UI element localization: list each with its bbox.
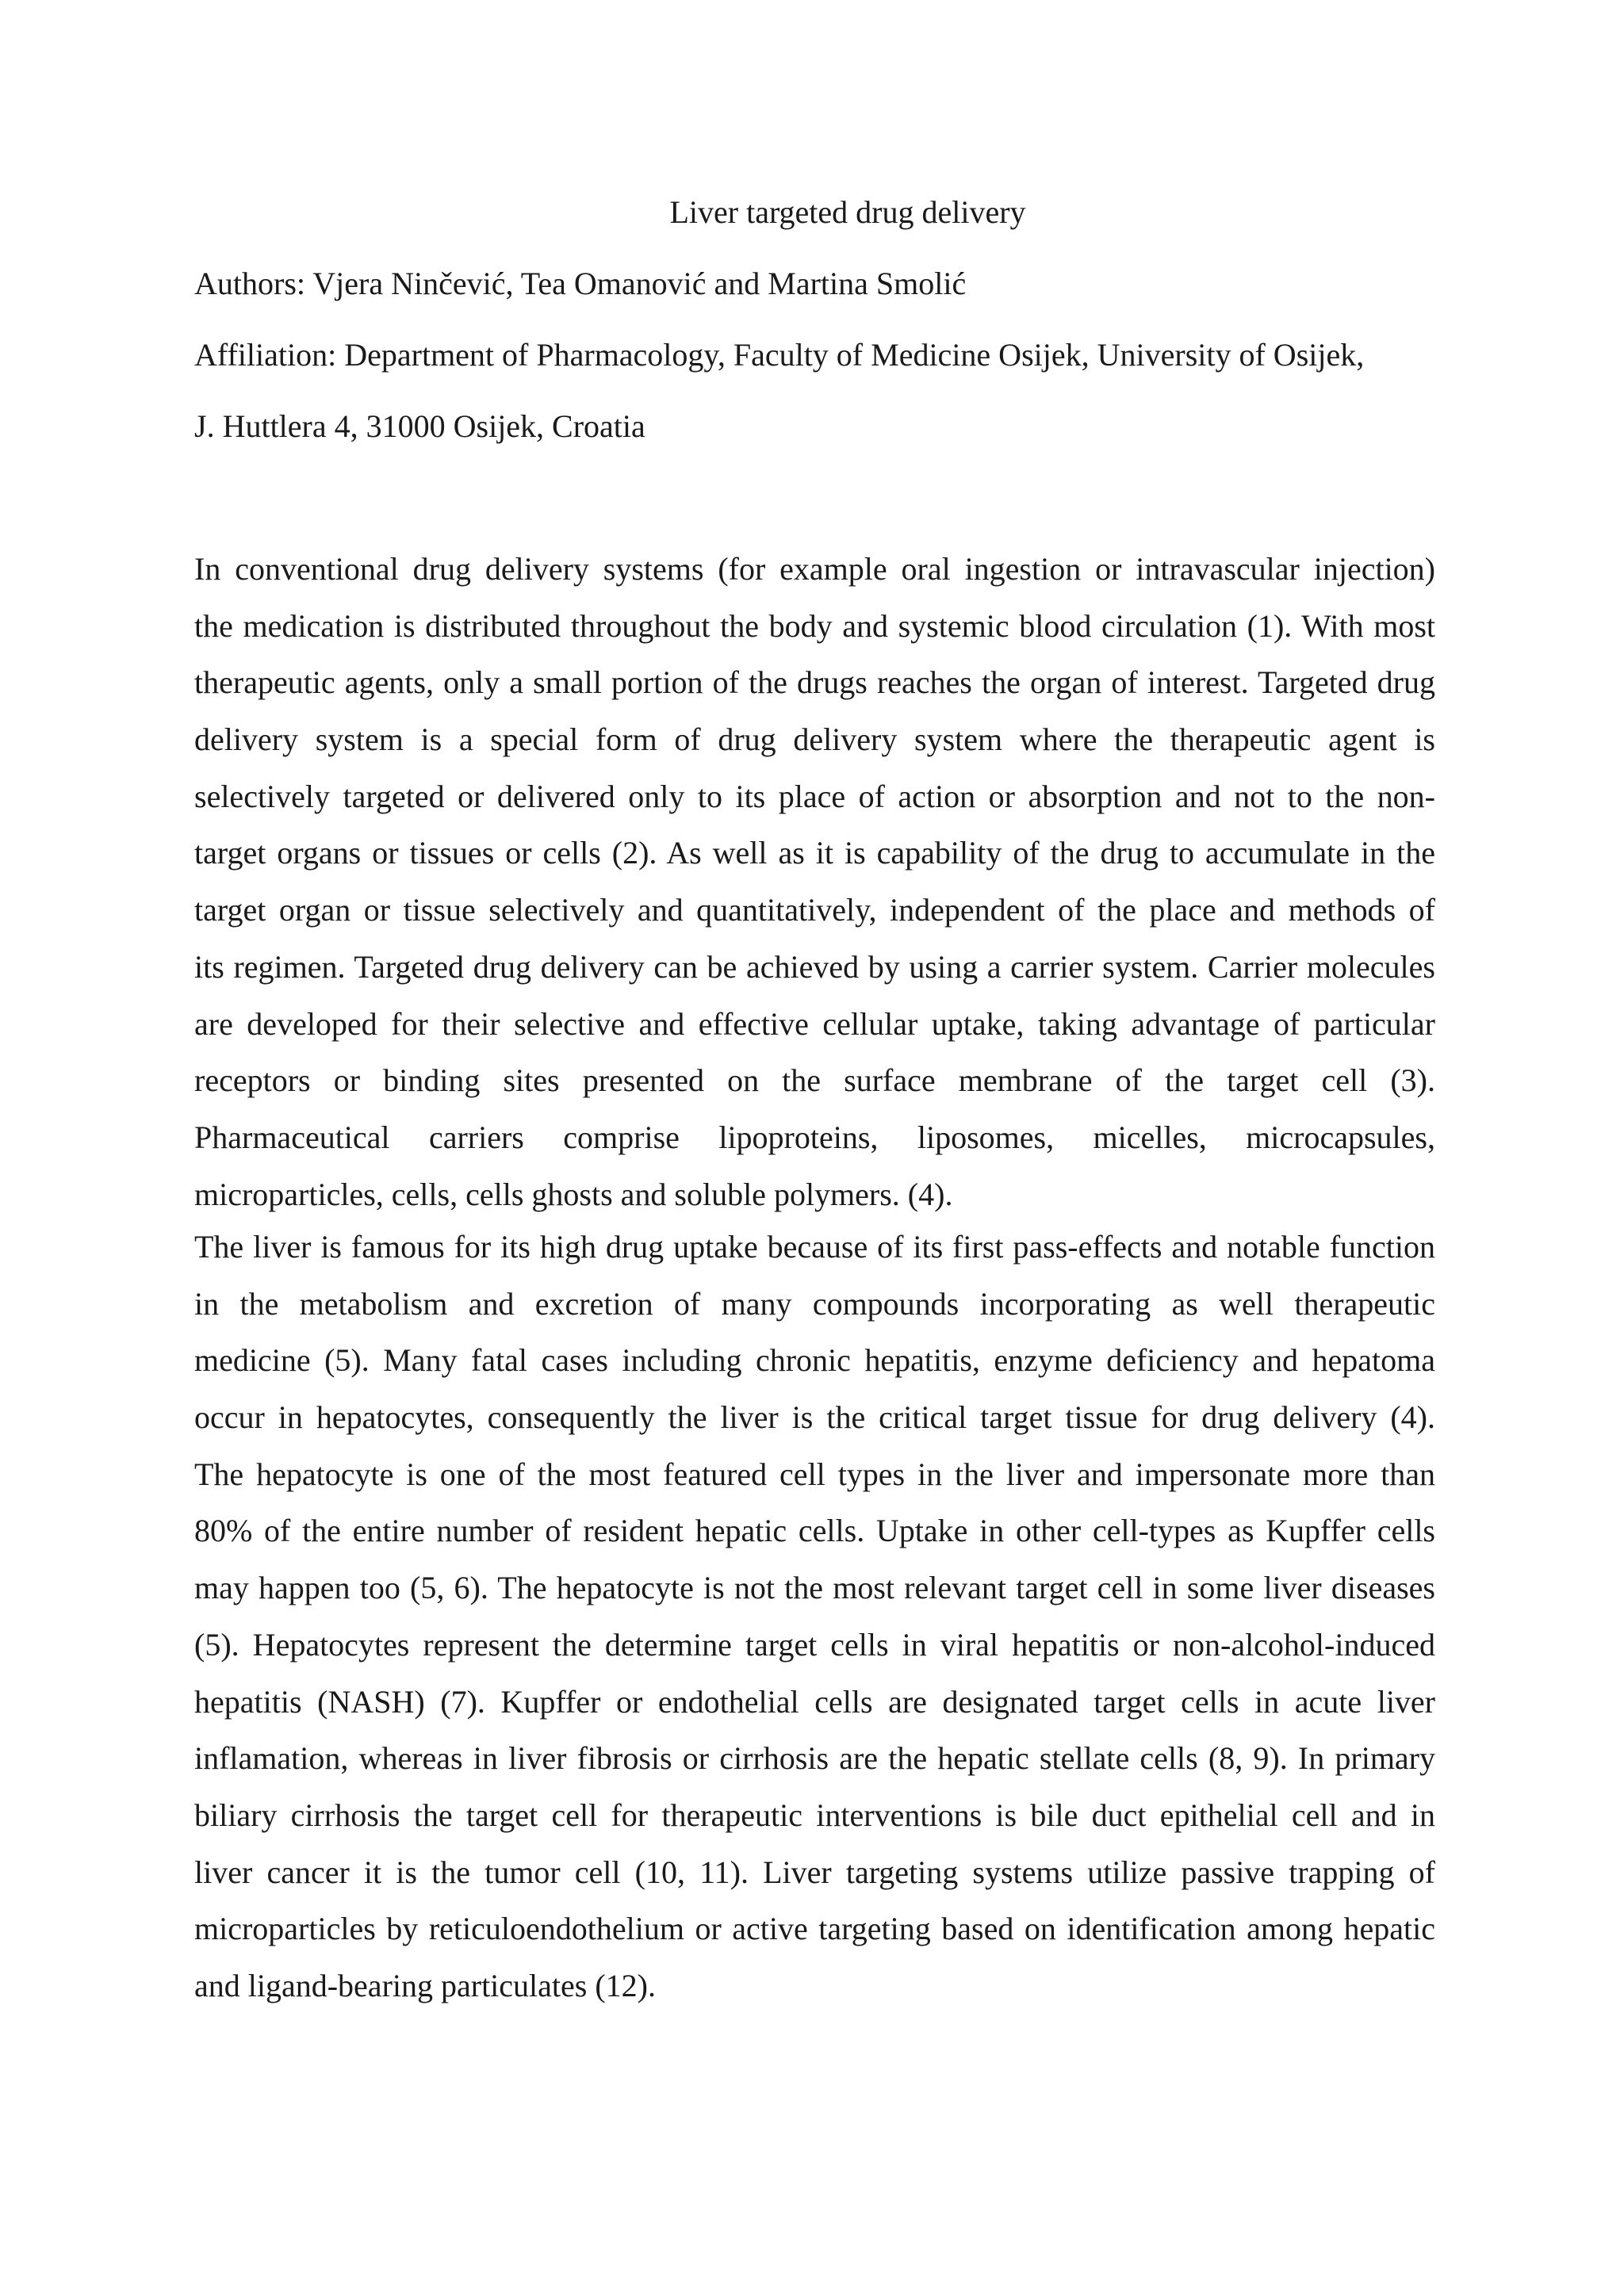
paragraph-line: the medication is distributed throughout the body and systemic blood circulation (1). With most	[194, 607, 1435, 644]
paragraph-2	[194, 1219, 1435, 2015]
paragraph-line: receptors or binding sites presented on the surface membrane of the target cell (3).	[194, 1062, 1435, 1099]
paragraph-line: inflamation, whereas in liver fibrosis or cirrhosis are the hepatic stellate cells (8, 9). In primary	[194, 1740, 1435, 1777]
paragraph-line: In conventional drug delivery systems (for example oral ingestion or intravascular injection)	[194, 551, 1435, 587]
paragraph-line: The liver is famous for its high drug uptake because of its first pass-effects and notable function	[194, 1229, 1435, 1265]
paragraph-line: delivery system is a special form of drug delivery system where the therapeutic agent is	[194, 721, 1435, 758]
paragraph-line: (5). Hepatocytes represent the determine target cells in viral hepatitis or non-alcohol-induced	[194, 1626, 1435, 1663]
paragraph-line: target organ or tissue selectively and quantitatively, independent of the place and methods of	[194, 892, 1435, 928]
paragraph-line: its regimen. Targeted drug delivery can be achieved by using a carrier system. Carrier molecules	[194, 948, 1435, 985]
paragraph-line: are developed for their selective and effective cellular uptake, taking advantage of particular	[194, 1005, 1435, 1042]
paragraph-line: liver cancer it is the tumor cell (10, 11). Liver targeting systems utilize passive trapping of	[194, 1854, 1435, 1890]
paragraph-line: 80% of the entire number of resident hepatic cells. Uptake in other cell-types as Kupffer cells	[194, 1513, 1435, 1549]
paragraph-1	[194, 541, 1435, 1223]
affiliation-line-2: J. Huttlera 4, 31000 Osijek, Croatia	[194, 408, 645, 444]
authors-line: Authors: Vjera Ninčević, Tea Omanović and Martina Smolić	[194, 266, 967, 301]
document-title: Liver targeted drug delivery	[669, 194, 1026, 230]
paragraph-line: therapeutic agents, only a small portion of the drugs reaches the organ of interest. Targeted drug	[194, 664, 1435, 701]
paragraph-line: medicine (5). Many fatal cases including chronic hepatitis, enzyme deficiency and hepatoma	[194, 1342, 1435, 1379]
paragraph-line: The hepatocyte is one of the most featured cell types in the liver and impersonate more than	[194, 1456, 1435, 1492]
paragraph-line: biliary cirrhosis the target cell for therapeutic interventions is bile duct epithelial cell and in	[194, 1797, 1435, 1833]
paragraph-line: may happen too (5, 6). The hepatocyte is not the most relevant target cell in some liver diseases	[194, 1570, 1435, 1606]
paragraph-line: selectively targeted or delivered only to its place of action or absorption and not to the non-	[194, 778, 1435, 814]
affiliation-line-1: Affiliation: Department of Pharmacology, Faculty of Medicine Osijek, University of Osijek,	[194, 337, 1365, 373]
paragraph-line: and ligand-bearing particulates (12).	[194, 1967, 656, 2003]
paragraph-line: Pharmaceutical carriers comprise lipoproteins, liposomes, micelles, microcapsules,	[194, 1119, 1435, 1155]
paragraph-line: microparticles by reticuloendothelium or active targeting based on identification among hepatic	[194, 1911, 1435, 1947]
paragraph-line: occur in hepatocytes, consequently the liver is the critical target tissue for drug delivery (4).	[194, 1399, 1435, 1436]
paragraph-line: in the metabolism and excretion of many compounds incorporating as well therapeutic	[194, 1285, 1435, 1322]
paragraph-line: hepatitis (NASH) (7). Kupffer or endothelial cells are designated target cells in acute liver	[194, 1683, 1435, 1720]
paragraph-line: microparticles, cells, cells ghosts and soluble polymers. (4).	[194, 1176, 953, 1212]
paragraph-line: target organs or tissues or cells (2). As well as it is capability of the drug to accumulate in the	[194, 835, 1435, 871]
